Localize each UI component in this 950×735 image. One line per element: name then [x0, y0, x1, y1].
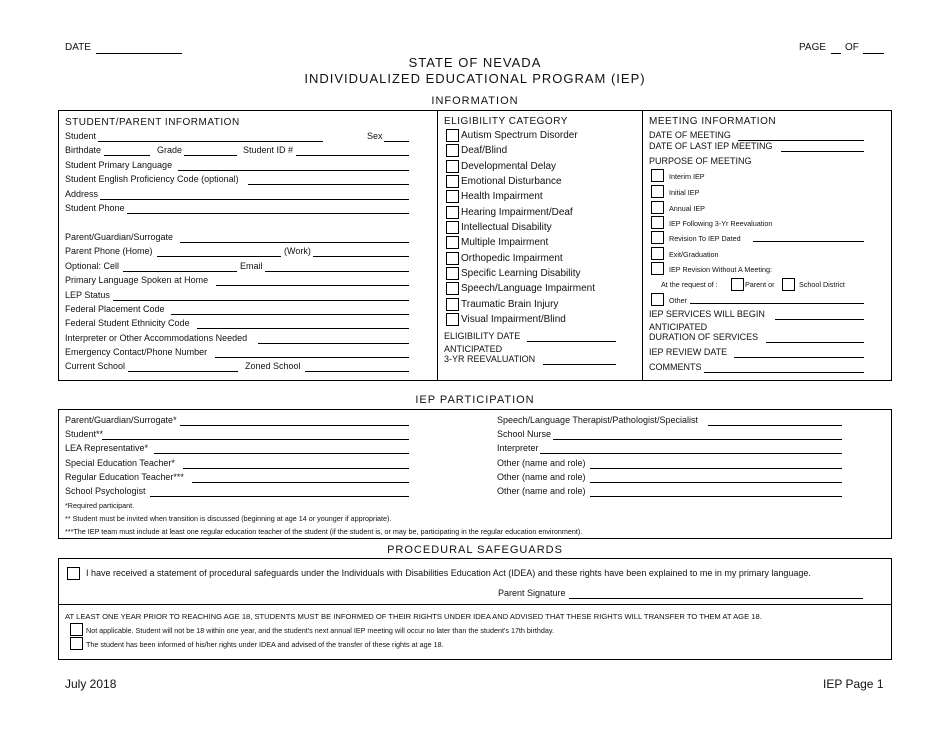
age-18-notice: AT LEAST ONE YEAR PRIOR TO REACHING AGE 18, STUDENTS MUST BE INFORMED OF THEIR RIGHTS UNDER IDEA AND ADVISED THAT THESE RIGHTS WILL TRANSFER TO THEM AT AGE 18.: [65, 612, 762, 621]
lep-label: LEP Status: [65, 290, 110, 300]
traumatic-brain-injury-checkbox[interactable]: [446, 298, 459, 311]
proficiency-field[interactable]: [248, 184, 409, 185]
address-label: Address: [65, 189, 99, 199]
sex-field[interactable]: [384, 141, 409, 142]
parent-signature-label: Parent Signature: [498, 588, 566, 598]
student-section-heading: STUDENT/PARENT INFORMATION: [65, 117, 240, 128]
participant-signature-field[interactable]: [154, 453, 409, 454]
revision-to-iep-dated-checkbox[interactable]: [651, 231, 664, 244]
participant-label: Interpreter: [497, 443, 539, 453]
email-label: Email: [240, 261, 263, 271]
meeting-heading: MEETING INFORMATION: [649, 116, 777, 127]
parent-signature-field[interactable]: [569, 598, 863, 599]
participant-label: Parent/Guardian/Surrogate*: [65, 415, 177, 425]
iep-revision-without-a-meeting-label: IEP Revision Without A Meeting:: [669, 265, 772, 274]
autism-spectrum-disorder-checkbox[interactable]: [446, 129, 459, 142]
participant-signature-field[interactable]: [180, 425, 409, 426]
comments-field[interactable]: [704, 372, 864, 373]
of-label: OF: [845, 42, 859, 53]
visual-impairment-blind-label: Visual Impairment/Blind: [461, 314, 566, 325]
exit-graduation-checkbox[interactable]: [651, 247, 664, 260]
revision-date-field[interactable]: [753, 241, 864, 242]
deaf-blind-label: Deaf/Blind: [461, 145, 508, 156]
participant-label: Other (name and role): [497, 458, 586, 468]
parent-request-checkbox[interactable]: [731, 278, 744, 291]
interpreter-label: Interpreter or Other Accommodations Needed: [65, 333, 248, 343]
column-divider: [642, 110, 643, 381]
date-label: DATE: [65, 42, 91, 53]
student-name-field[interactable]: [98, 141, 323, 142]
developmental-delay-checkbox[interactable]: [446, 160, 459, 173]
parent-phone-label: Parent Phone (Home): [65, 246, 153, 256]
meeting-date-label: DATE OF MEETING: [649, 130, 731, 140]
birthdate-label: Birthdate: [65, 145, 102, 155]
lep-field[interactable]: [113, 300, 409, 301]
safeguards-statement: I have received a statement of procedural safeguards under the Individuals with Disabilities Education Act (IDEA) and these rights have been explained to me in my primary language.: [86, 568, 811, 578]
footer-date: July 2018: [65, 677, 117, 691]
speech-language-impairment-label: Speech/Language Impairment: [461, 283, 595, 294]
exit-graduation-label: Exit/Graduation: [669, 250, 719, 259]
participant-signature-field[interactable]: [553, 439, 842, 440]
orthopedic-impairment-label: Orthopedic Impairment: [461, 253, 563, 264]
other-label: Other: [669, 296, 687, 305]
home-language-field[interactable]: [216, 285, 409, 286]
participant-signature-field[interactable]: [150, 496, 409, 497]
required-note: *Required participant.: [65, 501, 135, 510]
request-label: At the request of :: [661, 280, 718, 289]
cell-field[interactable]: [123, 271, 237, 272]
reevaluation-label: 3-YR REEVALUATION: [444, 354, 536, 364]
initial-iep-checkbox[interactable]: [651, 185, 664, 198]
other-field[interactable]: [690, 303, 864, 304]
emergency-label: Emergency Contact/Phone Number: [65, 347, 208, 357]
participant-label: Regular Education Teacher***: [65, 472, 184, 482]
interim-iep-label: Interim IEP: [669, 172, 705, 181]
multiple-impairment-label: Multiple Impairment: [461, 237, 549, 248]
grade-field[interactable]: [184, 155, 237, 156]
interpreter-field[interactable]: [258, 343, 409, 344]
intellectual-disability-checkbox[interactable]: [446, 221, 459, 234]
multiple-impairment-checkbox[interactable]: [446, 236, 459, 249]
reevaluation-field[interactable]: [543, 364, 616, 365]
student-id-field[interactable]: [296, 155, 409, 156]
column-divider: [437, 110, 438, 381]
visual-impairment-blind-checkbox[interactable]: [446, 313, 459, 326]
participant-label: Other (name and role): [497, 472, 586, 482]
safeguards-received-checkbox[interactable]: [67, 567, 80, 580]
grade-label: Grade: [157, 145, 183, 155]
initial-iep-label: Initial IEP: [669, 188, 700, 197]
proficiency-label: Student English Proficiency Code (optional): [65, 174, 239, 184]
annual-iep-label: Annual IEP: [669, 204, 705, 213]
participant-signature-field[interactable]: [708, 425, 842, 426]
revision-to-iep-dated-label: Revision To IEP Dated: [669, 234, 741, 243]
home-phone-field[interactable]: [157, 256, 281, 257]
participant-label: Student**: [65, 429, 104, 439]
parent-or-label: Parent or: [745, 280, 775, 289]
anticipated-duration-label: ANTICIPATED: [649, 322, 708, 332]
student-note: ** Student must be invited when transition is discussed (beginning at age 14 or younger if appropriate).: [65, 514, 392, 523]
sex-label: Sex: [367, 131, 383, 141]
placement-field[interactable]: [171, 314, 409, 315]
iep-following-3-yr-reevaluation-checkbox[interactable]: [651, 216, 664, 229]
participant-label: School Nurse: [497, 429, 552, 439]
anticipated-label: ANTICIPATED: [444, 344, 503, 354]
annual-iep-checkbox[interactable]: [651, 201, 664, 214]
safeguards-heading: PROCEDURAL SAFEGUARDS: [387, 544, 563, 556]
participant-signature-field[interactable]: [590, 496, 842, 497]
duration-field[interactable]: [766, 342, 864, 343]
hearing-impairment-deaf-checkbox[interactable]: [446, 206, 459, 219]
student-id-label: Student ID #: [243, 145, 294, 155]
review-date-label: IEP REVIEW DATE: [649, 347, 728, 357]
primary-language-label: Student Primary Language: [65, 160, 173, 170]
information-heading: INFORMATION: [431, 95, 519, 107]
emotional-disturbance-checkbox[interactable]: [446, 175, 459, 188]
participant-signature-field[interactable]: [590, 482, 842, 483]
current-school-field[interactable]: [128, 371, 238, 372]
page-label: PAGE: [799, 42, 827, 53]
participant-label: Special Education Teacher*: [65, 458, 175, 468]
eligibility-heading: ELIGIBILITY CATEGORY: [444, 116, 568, 127]
other-checkbox[interactable]: [651, 293, 664, 306]
specific-learning-disability-label: Specific Learning Disability: [461, 268, 581, 279]
autism-spectrum-disorder-label: Autism Spectrum Disorder: [461, 130, 578, 141]
services-begin-label: IEP SERVICES WILL BEGIN: [649, 309, 765, 319]
duration-label: DURATION OF SERVICES: [649, 332, 759, 342]
health-impairment-label: Health Impairment: [461, 191, 543, 202]
speech-language-impairment-checkbox[interactable]: [446, 282, 459, 295]
page-number-field[interactable]: [831, 53, 841, 54]
participant-label: School Psychologist: [65, 486, 146, 496]
traumatic-brain-injury-label: Traumatic Brain Injury: [461, 299, 559, 310]
orthopedic-impairment-checkbox[interactable]: [446, 252, 459, 265]
student-label: Student: [65, 131, 97, 141]
zoned-school-field[interactable]: [305, 371, 409, 372]
student-phone-field[interactable]: [127, 213, 409, 214]
safeguards-divider: [58, 604, 892, 605]
form-title: INDIVIDUALIZED EDUCATIONAL PROGRAM (IEP): [304, 71, 646, 86]
zoned-school-label: Zoned School: [245, 361, 301, 371]
guardian-field[interactable]: [180, 242, 409, 243]
email-field[interactable]: [265, 271, 409, 272]
iep-following-3-yr-reevaluation-label: IEP Following 3-Yr Reevaluation: [669, 219, 773, 228]
eligibility-date-field[interactable]: [527, 341, 616, 342]
state-title: STATE OF NEVADA: [408, 55, 542, 70]
ethnicity-label: Federal Student Ethnicity Code: [65, 318, 190, 328]
ethnicity-field[interactable]: [197, 328, 409, 329]
guardian-label: Parent/Guardian/Surrogate: [65, 232, 174, 242]
work-phone-field[interactable]: [313, 256, 409, 257]
comments-label: COMMENTS: [649, 362, 702, 372]
participant-signature-field[interactable]: [590, 468, 842, 469]
participant-signature-field[interactable]: [192, 482, 409, 483]
emotional-disturbance-label: Emotional Disturbance: [461, 176, 562, 187]
page-total-field[interactable]: [863, 53, 884, 54]
student-informed-label: The student has been informed of his/her rights under IDEA and advised of the transfer of these rights at age 18.: [86, 640, 444, 649]
current-school-label: Current School: [65, 361, 126, 371]
footer-page: IEP Page 1: [823, 677, 884, 691]
last-meeting-label: DATE OF LAST IEP MEETING: [649, 141, 773, 151]
intellectual-disability-label: Intellectual Disability: [461, 222, 552, 233]
not-applicable-checkbox[interactable]: [70, 623, 83, 636]
participant-label: Speech/Language Therapist/Pathologist/Specialist: [497, 415, 698, 425]
participant-label: LEA Representative*: [65, 443, 149, 453]
iep-revision-without-a-meeting-checkbox[interactable]: [651, 262, 664, 275]
last-meeting-field[interactable]: [781, 151, 864, 152]
district-label: School District: [799, 280, 845, 289]
specific-learning-disability-checkbox[interactable]: [446, 267, 459, 280]
student-phone-label: Student Phone: [65, 203, 125, 213]
cell-label: Optional: Cell: [65, 261, 120, 271]
student-informed-checkbox[interactable]: [70, 637, 83, 650]
participant-signature-field[interactable]: [183, 468, 409, 469]
address-field[interactable]: [100, 199, 409, 200]
review-date-field[interactable]: [734, 357, 864, 358]
participant-label: Other (name and role): [497, 486, 586, 496]
health-impairment-checkbox[interactable]: [446, 190, 459, 203]
work-label: (Work): [284, 246, 311, 256]
not-applicable-label: Not applicable. Student will not be 18 within one year, and the student's next annual IEP meeting will occur no later than the student's 17th birthday.: [86, 626, 554, 635]
participant-signature-field[interactable]: [540, 453, 842, 454]
district-request-checkbox[interactable]: [782, 278, 795, 291]
developmental-delay-label: Developmental Delay: [461, 161, 557, 172]
interim-iep-checkbox[interactable]: [651, 169, 664, 182]
services-begin-field[interactable]: [775, 319, 864, 320]
participant-signature-field[interactable]: [102, 439, 409, 440]
emergency-field[interactable]: [215, 357, 409, 358]
eligibility-date-label: ELIGIBILITY DATE: [444, 331, 521, 341]
birthdate-field[interactable]: [104, 155, 150, 156]
placement-label: Federal Placement Code: [65, 304, 165, 314]
home-language-label: Primary Language Spoken at Home: [65, 275, 209, 285]
purpose-label: PURPOSE OF MEETING: [649, 156, 752, 166]
deaf-blind-checkbox[interactable]: [446, 144, 459, 157]
primary-language-field[interactable]: [178, 170, 409, 171]
teacher-note: ***The IEP team must include at least one regular education teacher of the student (if the student is, or may be, participating in the regular education environment).: [65, 527, 583, 536]
date-field[interactable]: [96, 53, 182, 54]
hearing-impairment-deaf-label: Hearing Impairment/Deaf: [461, 207, 573, 218]
participation-heading: IEP PARTICIPATION: [415, 394, 535, 406]
